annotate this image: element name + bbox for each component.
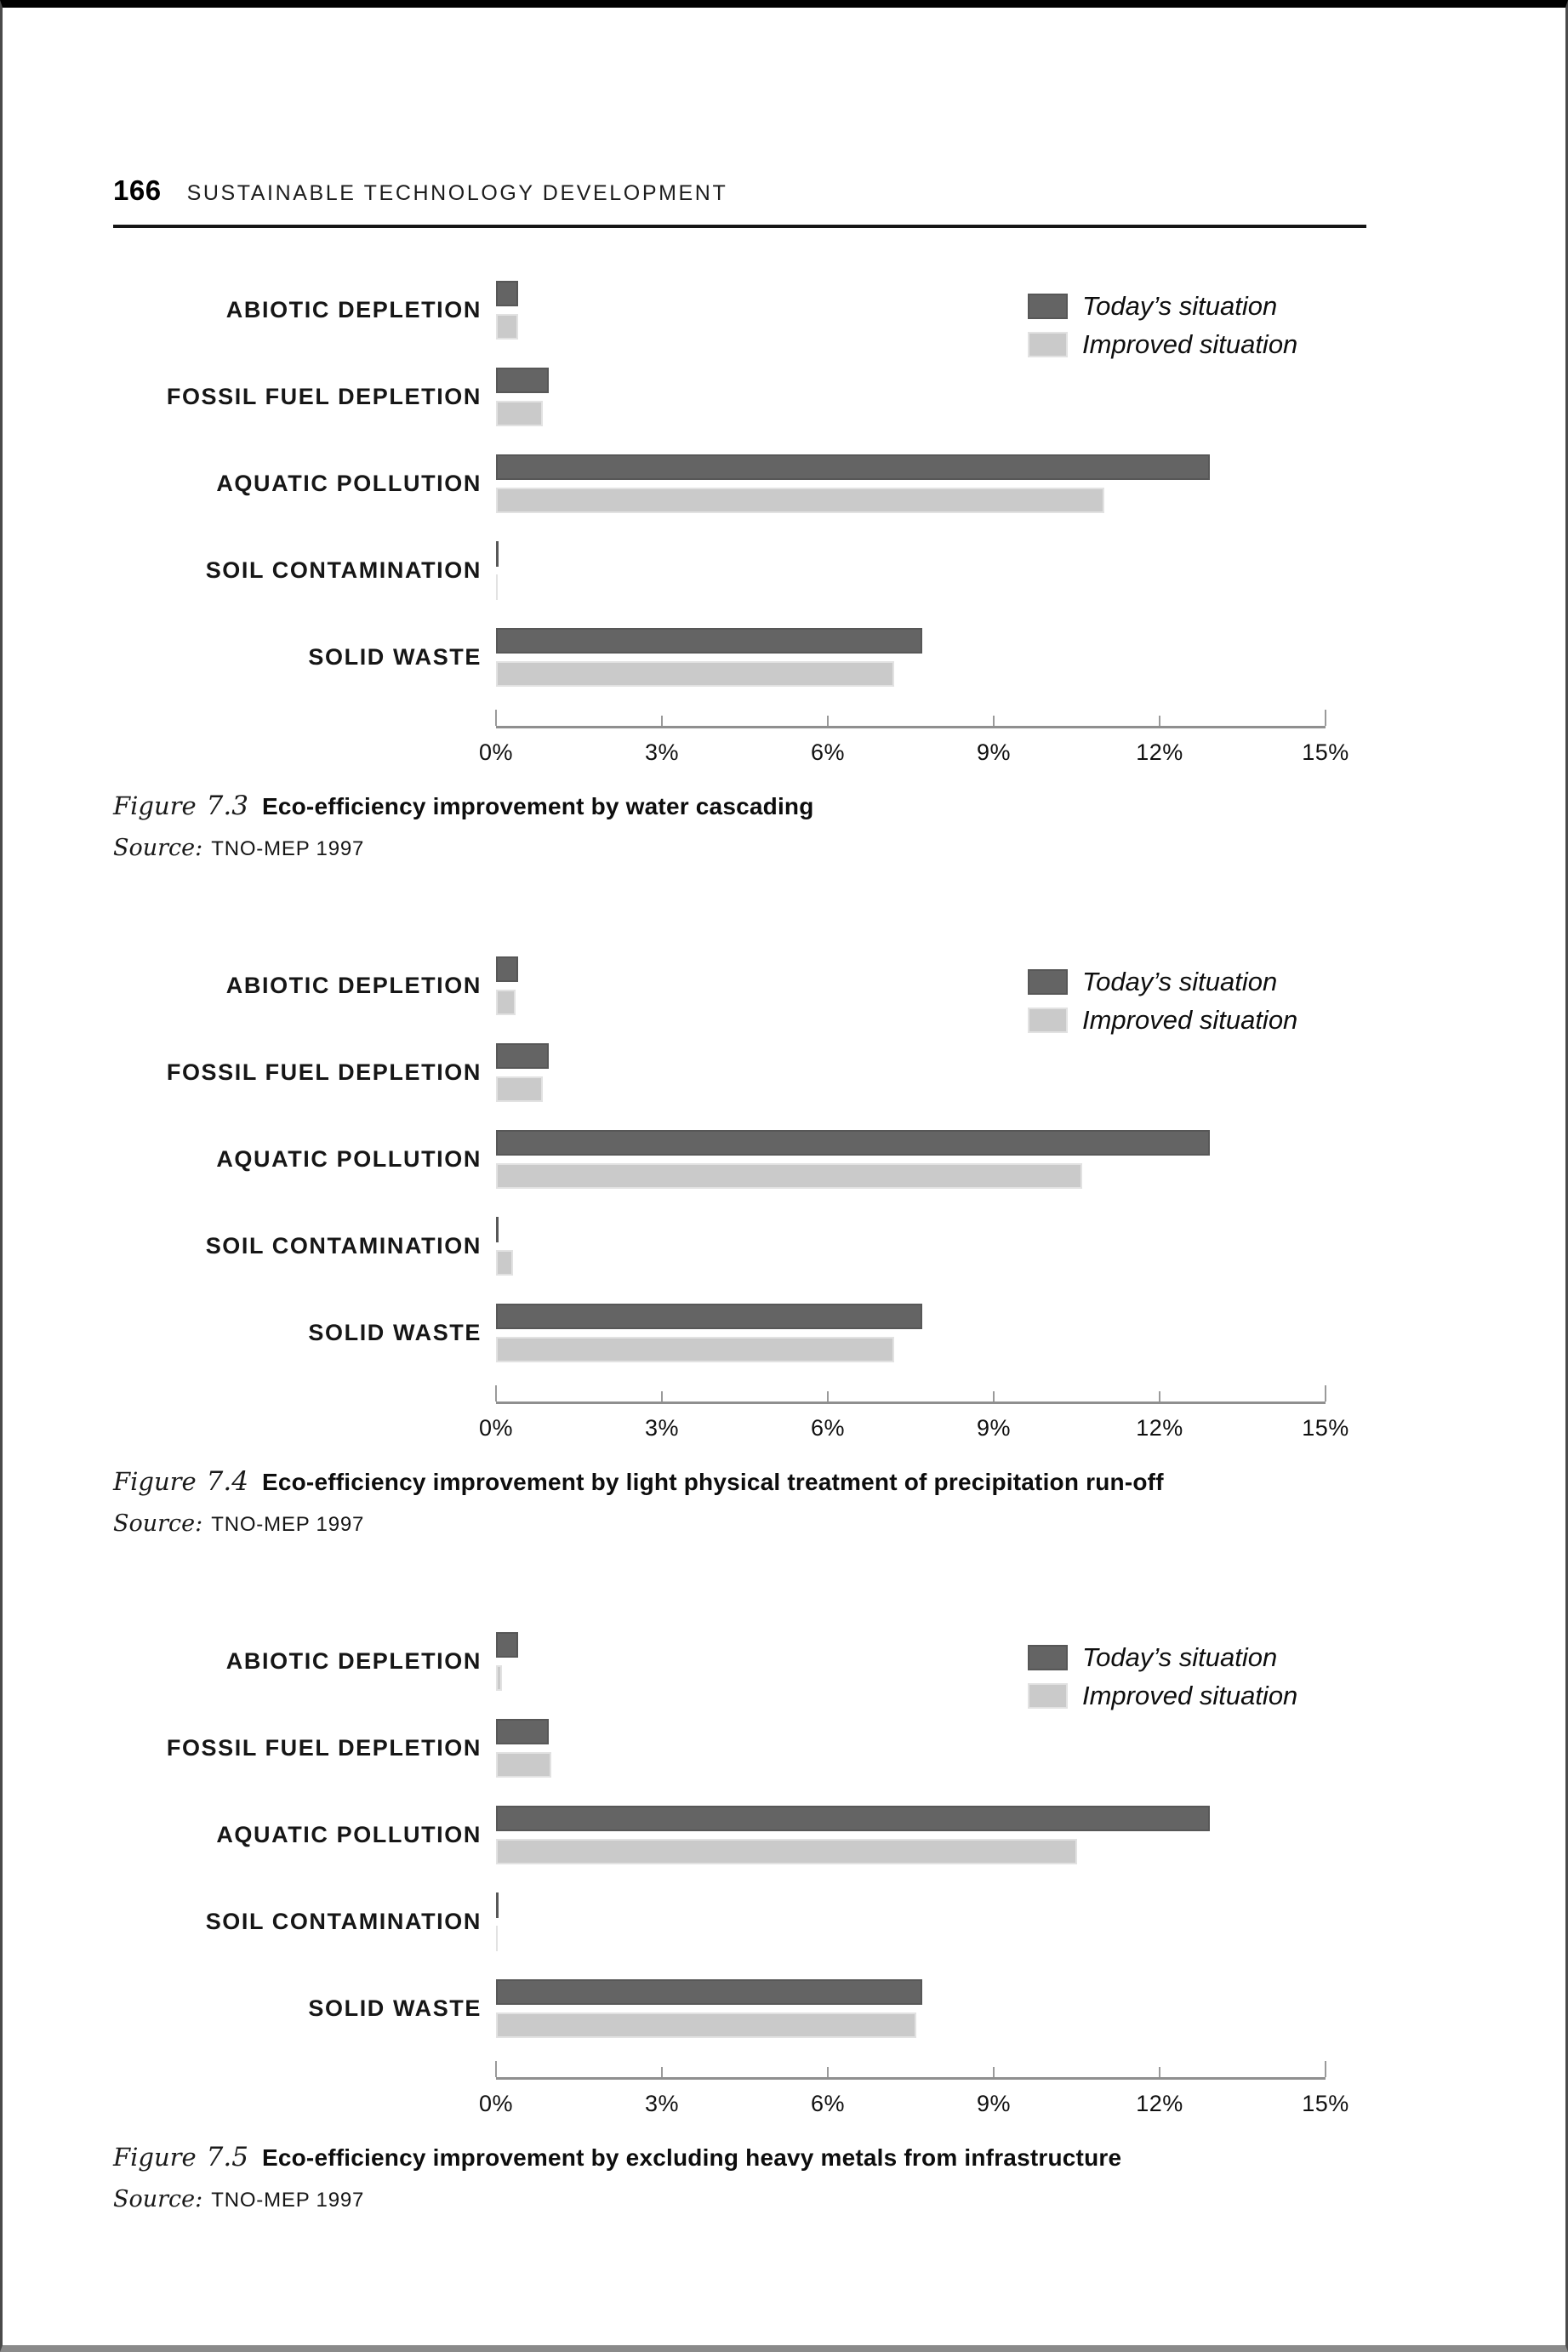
axis-tick [1159, 716, 1160, 726]
axis-tick [1325, 1385, 1326, 1401]
figure-title: Eco-efficiency improvement by water cascading [261, 793, 814, 819]
axis-tick-label: 6% [810, 1415, 846, 1441]
legend-item-improved [1028, 329, 1297, 360]
category-label: ABIOTIC DEPLETION [225, 1647, 482, 1674]
bar-group [496, 368, 1326, 426]
legend-label: Improved situation [1082, 1681, 1298, 1710]
axis-tick [1159, 1391, 1160, 1401]
category-label: AQUATIC POLLUTION [216, 470, 482, 496]
category-label: FOSSIL FUEL DEPLETION [166, 1059, 482, 1085]
bar-today [496, 541, 499, 567]
page-header [113, 174, 1565, 207]
bar-group [496, 1043, 1326, 1102]
chart-row [113, 1130, 1326, 1189]
figure-7-4-block [113, 956, 1565, 1537]
legend-swatch-improved [1028, 332, 1068, 357]
bar-group [496, 1304, 1326, 1362]
bar-today [496, 1892, 499, 1918]
bar-group [496, 1130, 1326, 1189]
axis-tick-label: 0% [478, 739, 514, 765]
bar-today [496, 628, 922, 654]
figure-caption [113, 1466, 1565, 1497]
chart-legend [1028, 1642, 1297, 1719]
axis-tick [495, 710, 497, 726]
figure-title: Eco-efficiency improvement by excluding heavy metals from infrastructure [261, 2144, 1122, 2171]
bar-chart-7-5 [113, 1632, 1349, 2120]
bar-group [496, 1217, 1326, 1276]
legend-label: Today’s situation [1082, 1642, 1278, 1672]
category-label: SOIL CONTAMINATION [205, 557, 482, 583]
source-label: Source: [113, 835, 203, 861]
bar-group [496, 1979, 1326, 2038]
axis-line [496, 1401, 1326, 1404]
legend-swatch-today [1028, 969, 1068, 995]
bar-today [496, 1719, 549, 1744]
axis-tick-label: 12% [1136, 739, 1183, 765]
running-head: SUSTAINABLE TECHNOLOGY DEVELOPMENT [186, 181, 728, 205]
figure-label: Figure [113, 1467, 197, 1496]
figure-7-5-block [113, 1632, 1565, 2212]
figure-source [113, 835, 1565, 861]
axis-tick [661, 2067, 663, 2077]
figure-title: Eco-efficiency improvement by light physical treatment of precipitation run-off [261, 1469, 1164, 1495]
bar-improved [496, 1163, 1082, 1189]
legend-item-improved [1028, 1681, 1297, 1711]
axis-tick-label: 15% [1302, 1415, 1349, 1441]
header-rule [113, 225, 1366, 228]
bar-improved [496, 1076, 543, 1102]
axis-tick [993, 2067, 995, 2077]
bar-group [496, 454, 1326, 513]
chart-legend [1028, 967, 1297, 1043]
figure-source [113, 2186, 1565, 2212]
bar-improved [496, 401, 543, 426]
bar-group [496, 1719, 1326, 1778]
figure-caption [113, 2142, 1565, 2172]
chart-row [113, 541, 1326, 600]
axis-tick [827, 1391, 829, 1401]
figure-7-3-block [113, 281, 1565, 861]
axis-tick-label: 6% [810, 739, 846, 765]
legend-label: Improved situation [1082, 1005, 1298, 1035]
bar-improved [496, 1337, 894, 1362]
category-label: FOSSIL FUEL DEPLETION [166, 383, 482, 409]
bar-today [496, 1304, 922, 1329]
bar-improved [496, 1250, 513, 1276]
bar-today [496, 1130, 1210, 1156]
bar-improved [496, 488, 1104, 513]
bar-improved [496, 990, 516, 1015]
bar-improved [496, 314, 518, 340]
figure-label: Figure [113, 791, 197, 820]
chart-row [113, 628, 1326, 687]
bar-chart-7-3 [113, 281, 1349, 768]
category-label: FOSSIL FUEL DEPLETION [166, 1734, 482, 1761]
axis-tick-label: 6% [810, 2091, 846, 2116]
axis-tick-label: 9% [976, 2091, 1012, 2116]
source-label: Source: [113, 1510, 203, 1537]
chart-row [113, 1979, 1326, 2038]
chart-row [113, 1892, 1326, 1951]
axis-tick [827, 716, 829, 726]
bar-improved [496, 1926, 498, 1951]
axis-tick [1325, 710, 1326, 726]
x-axis [478, 2060, 1349, 2120]
bar-group [496, 1892, 1326, 1951]
legend-item-today [1028, 291, 1297, 322]
axis-tick [495, 2061, 497, 2077]
legend-item-today [1028, 1642, 1297, 1673]
bar-today [496, 1806, 1210, 1831]
bar-improved [496, 1839, 1077, 1864]
x-axis [478, 1384, 1349, 1444]
axis-tick [993, 716, 995, 726]
bar-today [496, 1979, 922, 2005]
bar-group [496, 628, 1326, 687]
category-label: AQUATIC POLLUTION [216, 1145, 482, 1172]
bar-today [496, 1632, 518, 1658]
axis-tick [827, 2067, 829, 2077]
legend-item-today [1028, 967, 1297, 997]
bar-group [496, 541, 1326, 600]
source-text: TNO-MEP 1997 [211, 2189, 365, 2212]
legend-label: Today’s situation [1082, 291, 1278, 321]
category-label: SOIL CONTAMINATION [205, 1908, 482, 1934]
category-label: ABIOTIC DEPLETION [225, 972, 482, 998]
legend-item-improved [1028, 1005, 1297, 1036]
figure-number: 7.4 [206, 1466, 248, 1497]
category-label: SOLID WASTE [308, 643, 482, 670]
figure-caption [113, 791, 1565, 821]
axis-tick-label: 12% [1136, 1415, 1183, 1441]
bar-improved [496, 1752, 551, 1778]
axis-tick-label: 9% [976, 1415, 1012, 1441]
chart-row [113, 368, 1326, 426]
figure-label: Figure [113, 2143, 197, 2172]
category-label: ABIOTIC DEPLETION [225, 296, 482, 323]
axis-tick-label: 15% [1302, 739, 1349, 765]
bar-today [496, 1043, 549, 1069]
axis-tick-label: 3% [644, 2091, 680, 2116]
axis-tick-label: 15% [1302, 2091, 1349, 2116]
legend-swatch-improved [1028, 1008, 1068, 1033]
bar-chart-7-4 [113, 956, 1349, 1444]
axis-tick-label: 12% [1136, 2091, 1183, 2116]
bar-improved [496, 1665, 502, 1691]
axis-line [496, 726, 1326, 728]
chart-row [113, 1806, 1326, 1864]
axis-tick-label: 0% [478, 1415, 514, 1441]
axis-tick-label: 0% [478, 2091, 514, 2116]
bar-improved [496, 574, 498, 600]
axis-tick-label: 9% [976, 739, 1012, 765]
x-axis [478, 709, 1349, 768]
chart-legend [1028, 291, 1297, 368]
bar-improved [496, 2012, 916, 2038]
axis-tick-label: 3% [644, 1415, 680, 1441]
axis-tick-label: 3% [644, 739, 680, 765]
category-label: SOLID WASTE [308, 1319, 482, 1345]
axis-tick [661, 1391, 663, 1401]
legend-swatch-today [1028, 294, 1068, 319]
bar-improved [496, 661, 894, 687]
bar-today [496, 454, 1210, 480]
bar-today [496, 368, 549, 393]
chart-row [113, 1304, 1326, 1362]
axis-tick [1159, 2067, 1160, 2077]
page-number: 166 [113, 174, 162, 206]
axis-tick [661, 716, 663, 726]
figure-number: 7.5 [206, 2142, 248, 2172]
axis-tick [993, 1391, 995, 1401]
source-text: TNO-MEP 1997 [211, 1513, 365, 1536]
chart-row [113, 1719, 1326, 1778]
legend-label: Today’s situation [1082, 967, 1278, 996]
axis-line [496, 2077, 1326, 2080]
legend-swatch-improved [1028, 1683, 1068, 1709]
source-label: Source: [113, 2186, 203, 2212]
source-text: TNO-MEP 1997 [211, 837, 365, 860]
figure-source [113, 1510, 1565, 1537]
legend-label: Improved situation [1082, 329, 1298, 359]
legend-swatch-today [1028, 1645, 1068, 1670]
bar-group [496, 1806, 1326, 1864]
category-label: SOIL CONTAMINATION [205, 1232, 482, 1259]
bar-today [496, 1217, 499, 1242]
bar-today [496, 956, 518, 982]
category-label: AQUATIC POLLUTION [216, 1821, 482, 1847]
axis-tick [495, 1385, 497, 1401]
category-label: SOLID WASTE [308, 1995, 482, 2021]
chart-row [113, 454, 1326, 513]
figure-number: 7.3 [206, 791, 248, 821]
bar-today [496, 281, 518, 306]
chart-row [113, 1217, 1326, 1276]
chart-row [113, 1043, 1326, 1102]
axis-tick [1325, 2061, 1326, 2077]
